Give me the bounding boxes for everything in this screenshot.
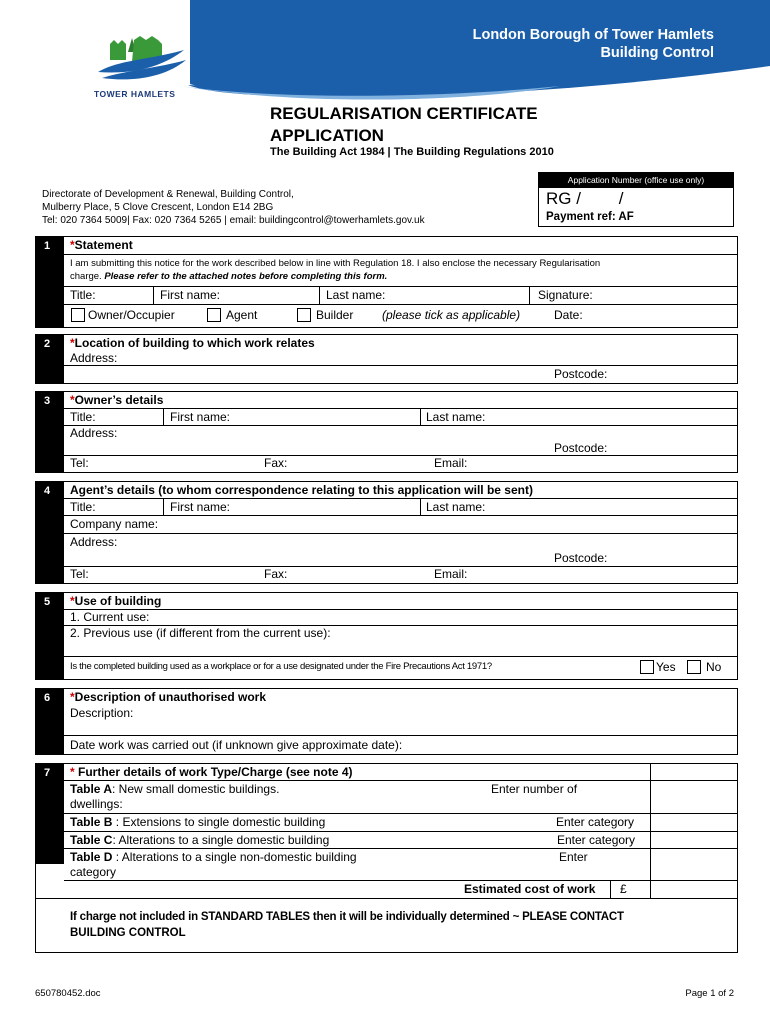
previous-use-row bbox=[64, 626, 737, 657]
table-a-text: : New small domestic buildings. bbox=[112, 782, 280, 796]
logo bbox=[88, 30, 196, 99]
statement-heading-row bbox=[64, 237, 737, 255]
cost-field[interactable]: £ bbox=[620, 882, 627, 896]
agent-name-row bbox=[64, 499, 737, 516]
app-number-label: Application Number (office use only) bbox=[538, 172, 734, 188]
signature-field[interactable]: Signature: bbox=[538, 288, 593, 302]
table-a-label: Table A bbox=[70, 782, 113, 796]
address-line-1: Directorate of Development & Renewal, Building Control, bbox=[42, 189, 294, 200]
contact-address bbox=[42, 188, 425, 227]
table-b-label: Table B bbox=[70, 815, 113, 829]
section-use bbox=[35, 592, 738, 680]
postcode-field[interactable]: Postcode: bbox=[554, 551, 608, 565]
table-d-input-label: Enter bbox=[559, 850, 588, 864]
agent-address-row bbox=[64, 534, 737, 567]
statement-text-2b: Please refer to the attached notes before completing this form. bbox=[104, 271, 388, 282]
statement-name-row bbox=[64, 287, 737, 305]
title-field[interactable]: Title: bbox=[70, 288, 96, 302]
agent-heading-row bbox=[64, 482, 737, 499]
section-heading: Use of building bbox=[74, 594, 162, 608]
agent-company-row bbox=[64, 516, 737, 534]
postcode-field[interactable]: Postcode: bbox=[554, 367, 608, 381]
charge-note-1: If charge not included in STANDARD TABLES then it will be individually determined ~ PLEASE CONTACT bbox=[70, 911, 624, 923]
note-row bbox=[36, 898, 737, 952]
section-heading: Agent’s details (to whom correspondence relating to this application will be sent) bbox=[70, 483, 533, 497]
current-use-field[interactable]: 1. Current use: bbox=[70, 610, 150, 624]
table-d-text: : Alterations to a single non-domestic building bbox=[112, 850, 357, 864]
section-heading: Statement bbox=[74, 238, 133, 252]
required-star: * bbox=[70, 594, 75, 608]
last-name-field[interactable]: Last name: bbox=[326, 288, 386, 302]
section-number: 3 bbox=[36, 392, 64, 472]
email-field[interactable]: Email: bbox=[434, 567, 468, 581]
section-number: 6 bbox=[36, 689, 64, 754]
first-name-field[interactable]: First name: bbox=[170, 500, 231, 514]
company-field[interactable]: Company name: bbox=[70, 517, 159, 531]
further-heading-row bbox=[64, 764, 737, 781]
required-star: * bbox=[70, 393, 75, 407]
section-heading: Description of unauthorised work bbox=[74, 690, 267, 704]
first-name-field[interactable]: First name: bbox=[170, 410, 231, 424]
address-line-3: Tel: 020 7364 5009| Fax: 020 7364 5265 | email: buildingcontrol@towerhamlets.gov.uk bbox=[42, 215, 425, 226]
fax-field[interactable]: Fax: bbox=[264, 456, 288, 470]
table-a-input-label: Enter number of bbox=[491, 782, 578, 796]
table-d-text-2: category bbox=[70, 865, 117, 879]
yes-checkbox[interactable] bbox=[640, 660, 654, 674]
first-name-field[interactable]: First name: bbox=[160, 288, 221, 302]
owner-contact-row bbox=[64, 456, 737, 471]
charge-note-2: BUILDING CONTROL bbox=[70, 927, 186, 939]
required-star: * bbox=[70, 690, 75, 704]
address-field[interactable]: Address: bbox=[70, 351, 118, 365]
section-number: 5 bbox=[36, 593, 64, 679]
table-c-label: Table C bbox=[70, 833, 113, 847]
table-a-row bbox=[64, 781, 737, 814]
payment-ref: Payment ref: AF bbox=[546, 211, 634, 223]
section-heading: Location of building to which work relates bbox=[74, 336, 315, 350]
email-field[interactable]: Email: bbox=[434, 456, 468, 470]
owner-address-row bbox=[64, 426, 737, 456]
section-agent bbox=[35, 481, 738, 584]
no-checkbox[interactable] bbox=[687, 660, 701, 674]
current-use-row bbox=[64, 610, 737, 626]
agent-checkbox[interactable] bbox=[207, 308, 221, 322]
agent-contact-row bbox=[64, 567, 737, 582]
title-line-1: REGULARISATION CERTIFICATE bbox=[270, 104, 538, 123]
title-line-2: APPLICATION bbox=[270, 126, 384, 145]
title-field[interactable]: Title: bbox=[70, 410, 96, 424]
table-c-input-label: Enter category bbox=[557, 833, 636, 847]
builder-label: Builder bbox=[316, 308, 354, 322]
section-number: 1 bbox=[36, 237, 64, 327]
footer-page: Page 1 of 2 bbox=[685, 988, 734, 999]
section-location bbox=[35, 334, 738, 384]
required-star: * bbox=[70, 238, 75, 252]
required-star: * bbox=[70, 336, 75, 350]
section-statement bbox=[35, 236, 738, 328]
agent-label: Agent bbox=[226, 308, 258, 322]
owner-checkbox[interactable] bbox=[71, 308, 85, 322]
description-row bbox=[64, 689, 737, 735]
address-field[interactable]: Address: bbox=[70, 426, 118, 440]
no-label: No bbox=[706, 660, 722, 674]
fire-question-row bbox=[64, 657, 737, 678]
footer-docname: 650780452.doc bbox=[35, 988, 101, 999]
fax-field[interactable]: Fax: bbox=[264, 567, 288, 581]
date-carried-field[interactable]: Date work was carried out (if unknown give approximate date): bbox=[70, 738, 403, 752]
last-name-field[interactable]: Last name: bbox=[426, 410, 486, 424]
builder-checkbox[interactable] bbox=[297, 308, 311, 322]
table-d-label: Table D bbox=[70, 850, 113, 864]
statement-text-1: I am submitting this notice for the work described below in line with Regulation 18. I also enclose the necessary Regularisation bbox=[70, 258, 601, 269]
org-line-1: London Borough of Tower Hamlets bbox=[472, 27, 714, 43]
address-field[interactable]: Address: bbox=[70, 535, 118, 549]
yes-label: Yes bbox=[656, 660, 676, 674]
org-name bbox=[473, 26, 714, 62]
address-line-2: Mulberry Place, 5 Clove Crescent, London E14 2BG bbox=[42, 202, 274, 213]
use-heading-row bbox=[64, 593, 737, 610]
fire-question: Is the completed building used as a workplace or for a use designated under the Fire Precautions Act 1971? bbox=[70, 661, 492, 672]
rg-number: RG / / bbox=[546, 189, 624, 208]
tick-note: (please tick as applicable) bbox=[382, 308, 521, 322]
org-line-2: Building Control bbox=[600, 45, 714, 61]
owner-heading-row bbox=[64, 392, 737, 409]
date-field[interactable]: Date: bbox=[554, 308, 583, 322]
section-heading: Further details of work Type/Charge (see note 4) bbox=[74, 765, 353, 779]
statement-text-row bbox=[64, 255, 737, 287]
statement-role-row bbox=[64, 305, 737, 326]
table-a-text-2: dwellings: bbox=[70, 797, 123, 811]
section-description bbox=[35, 688, 738, 755]
cost-label: Estimated cost of work bbox=[464, 882, 596, 896]
date-carried-row bbox=[64, 735, 737, 754]
table-b-input-label: Enter category bbox=[556, 815, 635, 829]
logo-castle-icon bbox=[88, 30, 196, 84]
location-row bbox=[64, 335, 737, 365]
postcode-field[interactable]: Postcode: bbox=[554, 441, 608, 455]
table-c-row bbox=[64, 832, 737, 849]
table-d-row bbox=[64, 849, 737, 881]
section-owner bbox=[35, 391, 738, 473]
table-b-row bbox=[64, 814, 737, 832]
section-heading: Owner’s details bbox=[74, 393, 164, 407]
table-c-text: : Alterations to a single domestic building bbox=[112, 833, 330, 847]
required-star: * bbox=[70, 765, 75, 779]
previous-use-field[interactable]: 2. Previous use (if different from the current use): bbox=[70, 626, 331, 640]
description-field[interactable]: Description: bbox=[70, 706, 134, 720]
postcode-row bbox=[64, 365, 737, 383]
tel-field[interactable]: Tel: bbox=[70, 567, 89, 581]
section-further-details bbox=[35, 763, 738, 953]
owner-name-row bbox=[64, 409, 737, 426]
table-b-text: : Extensions to single domestic building bbox=[112, 815, 326, 829]
page-subtitle: The Building Act 1984 | The Building Regulations 2010 bbox=[270, 146, 554, 158]
tel-field[interactable]: Tel: bbox=[70, 456, 89, 470]
section-number: 4 bbox=[36, 482, 64, 583]
title-field[interactable]: Title: bbox=[70, 500, 96, 514]
owner-label: Owner/Occupier bbox=[88, 308, 175, 322]
logo-text: TOWER HAMLETS bbox=[94, 89, 176, 99]
section-number: 7 bbox=[36, 764, 64, 864]
last-name-field[interactable]: Last name: bbox=[426, 500, 486, 514]
statement-text-2a: charge. bbox=[70, 271, 105, 282]
page-title bbox=[270, 103, 538, 147]
cost-row bbox=[64, 881, 737, 898]
section-number: 2 bbox=[36, 335, 64, 383]
